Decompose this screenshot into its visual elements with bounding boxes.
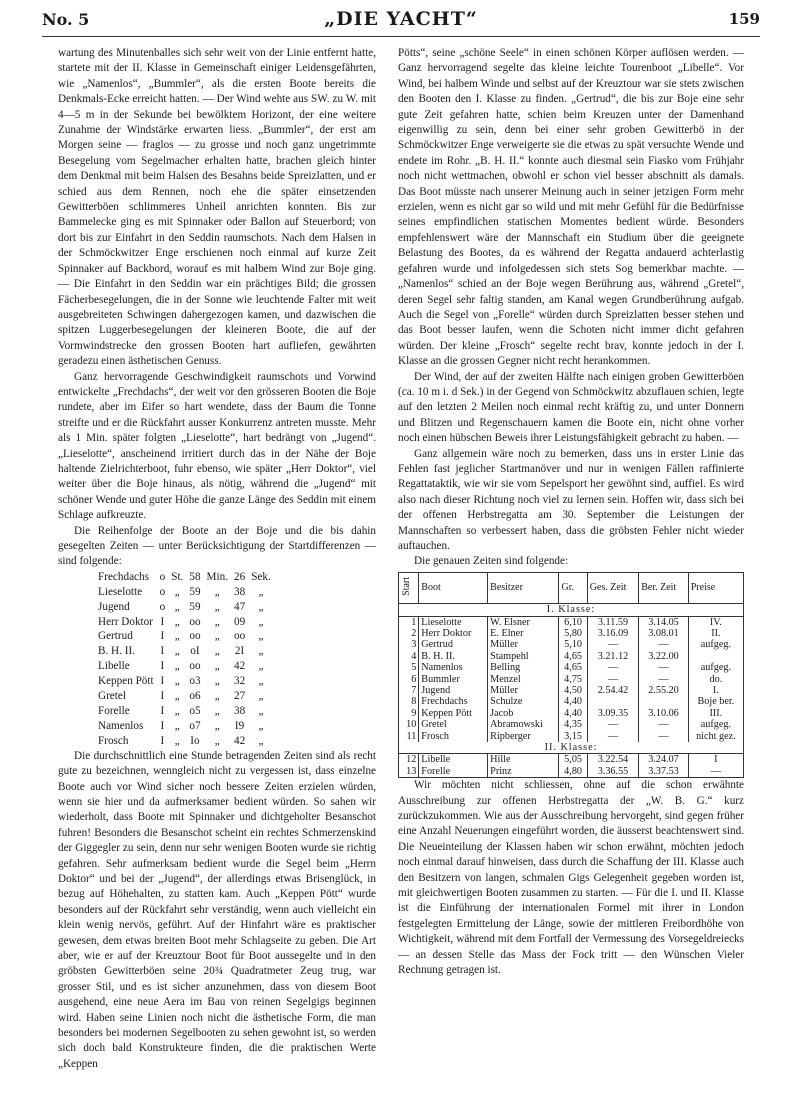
- time-row: [98, 704, 277, 719]
- results-cell: 13: [399, 766, 419, 778]
- results-cell: 2.54.42: [587, 685, 639, 696]
- time-row: [98, 570, 277, 585]
- time-row: [98, 600, 277, 615]
- results-cell: 4,40: [559, 696, 587, 707]
- time-row: [98, 719, 277, 734]
- results-cell: aufgeg.: [688, 639, 743, 650]
- results-cell: 3.10.06: [639, 708, 688, 719]
- time-cell: „: [214, 660, 220, 673]
- time-cell: „: [214, 585, 220, 598]
- time-cell: „: [174, 690, 180, 703]
- results-cell: —: [639, 719, 688, 730]
- results-cell: 8: [399, 696, 419, 707]
- results-row: [399, 719, 744, 730]
- time-cell: o7: [189, 719, 201, 732]
- time-cell: oo: [189, 630, 201, 643]
- results-cell: E. Elner: [488, 628, 559, 639]
- results-cell: Jacob: [488, 708, 559, 719]
- results-table: [398, 572, 744, 778]
- results-cell: 3.16.09: [587, 628, 639, 639]
- time-cell: Lieselotte: [98, 585, 143, 598]
- results-cell: Schulze: [488, 696, 559, 707]
- results-header: Preise: [688, 572, 743, 603]
- time-cell: 26: [234, 570, 246, 583]
- results-cell: 3.37.53: [639, 766, 688, 778]
- results-cell: 3.11.59: [587, 616, 639, 628]
- results-cell: B. H. II.: [419, 651, 488, 662]
- results-cell: 5,10: [559, 639, 587, 650]
- results-row: [399, 628, 744, 639]
- results-cell: Gertrud: [419, 639, 488, 650]
- time-cell: 42: [234, 660, 246, 673]
- results-cell: 3.22.00: [639, 651, 688, 662]
- time-cell: „: [174, 645, 180, 658]
- results-cell: 6,10: [559, 616, 587, 628]
- results-row: [399, 616, 744, 628]
- paragraph: Die Reihenfolge der Boote an der Boje und die bis dahin gesegelten Zeiten — unter Berücksichtigung der Startdifferenzen — sind folgende:: [58, 524, 376, 568]
- results-row: [399, 708, 744, 719]
- results-cell: 4: [399, 651, 419, 662]
- time-cell: „: [258, 734, 264, 747]
- results-cell: aufgeg.: [688, 662, 743, 673]
- paragraph: Der Wind, der auf der zweiten Hälfte nach einigen groben Gewitterböen (ca. 10 m i. d Sek.) in der Gegend von Schmöckwitz abzuflauen schien, legte auf den letzten 2 Meilen noch einmal recht kräftig zu, und unter Donnern und Blitzen und Regenschauern kamen die Boote ein, nicht ohne vorher noch einen hübschen Beweis ihrer Leistungsfähigkeit gebracht zu haben. —: [398, 370, 744, 445]
- results-cell: 4,80: [559, 766, 587, 778]
- results-row: [399, 639, 744, 650]
- time-cell: 2I: [234, 645, 245, 658]
- results-cell: Müller: [488, 685, 559, 696]
- time-row: [98, 629, 277, 644]
- time-cell: oo: [189, 660, 201, 673]
- results-row: [399, 754, 744, 766]
- time-cell: St.: [171, 570, 184, 583]
- paragraph: Pötts“, seine „schöne Seele“ in einen schönen Körper auflösen werden. — Ganz hervorragend segelte das kleine leichte Tourenboot „Libelle“. Vor Wind, bei halbem Winde und selbst auf der Kreuztour war sie stets zwischen den Booten den I. Klasse zu finden. „Gertrud“, die bis zur Boje eine sehr gute Zeit gefahren hatte, schien beim Kreuzen unter der Damenhand eigenwillig zu sein, denn bei einer sehr groben Gewitterbö in der Schmöckwitzer Enge verweigerte sie die etwas zu spät versuchte Wende und endete im Rohr. „B. H. II.“ konnte auch diesmal sein Fiasko vom Frühjahr noch nicht wettmachen, obwohl er schon viel besser abschnitt als damals. Das Boot müsste nach unserer Meinung auch in seiner jetzigen Form mehr erzielen, wenn es nicht gar so wild und mit mehr Gefühl für die Bedürfnisse seines empfindlichen statischen Momentes bedient würde. Besonders empfehlenswert wäre der Mannschaft ein Studium über die geeignete Belastung des Bootes, da es während der Regatta andauerd achterlastig gefahren wurde und infolgedessen sich stets Sog bemerkbar machte. — „Namenlos“ schied an der Boje wegen Berührung aus, während „Gretel“, deren Segel sehr faltig standen, am Kanal wegen Grundberührung aufgab. Auch die Segel von „Forelle“ würden durch Spreizlatten besser stehen und das Boot besser laufen, wenn die Schoten nicht immer dicht gefahren würden. Der kleine „Frosch“ segelte recht brav, konnte jedoch in der I. Klasse an die grossen Gegner nicht recht herankommen.: [398, 47, 744, 368]
- time-cell: „: [258, 600, 264, 613]
- results-cell: 5: [399, 662, 419, 673]
- time-cell: „: [258, 615, 264, 628]
- results-cell: 1: [399, 616, 419, 628]
- time-cell: I: [160, 719, 165, 732]
- page-header: [42, 6, 760, 40]
- results-cell: do.: [688, 674, 743, 685]
- results-cell: IV.: [688, 616, 743, 628]
- results-cell: 3,15: [559, 731, 587, 742]
- time-row: [98, 689, 277, 704]
- time-cell: 59: [189, 585, 201, 598]
- results-cell: Belling: [488, 662, 559, 673]
- results-cell: —: [587, 731, 639, 742]
- results-cell: 9: [399, 708, 419, 719]
- results-cell: 3.09.35: [587, 708, 639, 719]
- results-cell: aufgeg.: [688, 719, 743, 730]
- time-cell: „: [174, 734, 180, 747]
- results-cell: Herr Doktor: [419, 628, 488, 639]
- time-cell: „: [214, 645, 220, 658]
- results-row: [399, 766, 744, 778]
- results-cell: —: [639, 731, 688, 742]
- results-cell: —: [587, 719, 639, 730]
- results-cell: 3.08.01: [639, 628, 688, 639]
- results-cell: —: [688, 766, 743, 778]
- time-cell: „: [214, 630, 220, 643]
- class-label: II. Klasse:: [399, 742, 744, 754]
- results-header: Ges. Zeit: [587, 572, 639, 603]
- paragraph: Ganz allgemein wäre noch zu bemerken, dass uns in erster Linie das Fehlen fast jeglicher Startmanöver und nur in wenigen Fällen raffinierte Regattataktik, wie wir sie vom Sepelsport her gewöhnt sind, auffiel. Es wird also nach dieser Richtung noch viel zu lernen sein. Hoffen wir, dass sich bei der offenen Herbstregatta am 30. September die Leistungen der Mannschaften so verbessert haben, dass die gröbsten Fehler nicht wieder auftauchen.: [398, 447, 744, 552]
- time-cell: „: [174, 600, 180, 613]
- results-cell: 3.24.07: [639, 754, 688, 766]
- results-header: Start: [399, 572, 419, 603]
- results-cell: Hille: [488, 754, 559, 766]
- results-header: Ber. Zeit: [639, 572, 688, 603]
- results-cell: 4,75: [559, 674, 587, 685]
- time-cell: Frechdachs: [98, 570, 149, 583]
- results-cell: 3.21.12: [587, 651, 639, 662]
- paragraph: Die durchschnittlich eine Stunde betragenden Zeiten sind als recht gute zu bezeichnen, wenngleich nicht zu vergessen ist, dass einzelne Boote auch vor Wind sicher noch bessere Zeiten erzielen würden, wenn sie hier und da aufmerksamer bedient würden. So sahen wir wiederholt, dass Boote mit Spinnaker und dichtgeholter Besanschot fuhren! Besonders die Besanschot scheint ein rechtes Schmerzenskind der Giggegler zu sein, denn nur sehr wenigen Booten wurde sie richtig gefahren. Sehr aufmerksam bedient wurde die Segel beim „Herrn Doktor“ und bei der „Jugend“, der allerdings etwas Brisenglück, in bezug auf Höhehalten, zu statten kam. Auch „Keppen Pött“ wurde besonders auf der Rückfahrt sehr verständig, wenn auch vielleicht ein klein wenig nervös, geführt. Auf der Hinfahrt wäre es praktischer gewesen, dem etwas breiten Boot mehr Schlagseite zu geben. Die Art aber, wie er auf der Kreuztour Boot für Boot aussegelte und in den gröbsten Gewitterböen seine 20¾ Quadratmeter Zeug trug, war grosser Stil, und es ist sicher anzunehmen, dass von diesem Boot ausgehend, eine neue Aera im Bau von reinen Segelgigs beginnen wird. Haben seine Linien noch nicht die ästhetische Form, die man besonders bei modernen Segelbooten zu sehen gewohnt ist, so werden sich doch bald Konstrukteure finden, die die praktischen Werte „Keppen: [58, 749, 376, 1070]
- time-cell: Gertrud: [98, 630, 133, 643]
- results-cell: W. Elsner: [488, 616, 559, 628]
- results-header: Gr.: [559, 572, 587, 603]
- results-cell: —: [639, 639, 688, 650]
- results-cell: 3.14.05: [639, 616, 688, 628]
- time-row: [98, 659, 277, 674]
- results-cell: Libelle: [419, 754, 488, 766]
- time-cell: Keppen Pött: [98, 675, 154, 688]
- left-column: [58, 46, 376, 1072]
- results-row: [399, 674, 744, 685]
- results-cell: [587, 696, 639, 707]
- results-cell: Bummler: [419, 674, 488, 685]
- results-header: Boot: [419, 572, 488, 603]
- time-cell: „: [214, 690, 220, 703]
- page-number: 159: [728, 10, 760, 28]
- results-cell: [688, 651, 743, 662]
- time-row: [98, 674, 277, 689]
- results-cell: Namenlos: [419, 662, 488, 673]
- results-row: [399, 685, 744, 696]
- time-cell: „: [214, 719, 220, 732]
- results-cell: [639, 696, 688, 707]
- time-cell: „: [214, 734, 220, 747]
- time-cell: Min.: [206, 570, 228, 583]
- time-cell: 09: [234, 615, 246, 628]
- right-column: [398, 46, 744, 978]
- issue-number: No. 5: [42, 10, 90, 29]
- time-cell: 27: [234, 690, 246, 703]
- results-cell: Menzel: [488, 674, 559, 685]
- results-cell: 2: [399, 628, 419, 639]
- results-cell: Ripberger: [488, 731, 559, 742]
- time-cell: „: [174, 660, 180, 673]
- results-cell: 4,40: [559, 708, 587, 719]
- results-cell: 10: [399, 719, 419, 730]
- time-cell: o: [159, 570, 166, 583]
- class-row: [399, 604, 744, 616]
- results-cell: 6: [399, 674, 419, 685]
- results-header: Besitzer: [488, 572, 559, 603]
- boje-times-table: [98, 570, 277, 749]
- results-cell: 3.22.54: [587, 754, 639, 766]
- time-cell: „: [258, 645, 264, 658]
- results-cell: III.: [688, 708, 743, 719]
- results-cell: II.: [688, 628, 743, 639]
- results-row: [399, 696, 744, 707]
- time-cell: oo: [234, 630, 246, 643]
- results-cell: 11: [399, 731, 419, 742]
- time-cell: 58: [189, 570, 201, 583]
- time-cell: „: [214, 615, 220, 628]
- time-cell: „: [214, 704, 220, 717]
- results-cell: 12: [399, 754, 419, 766]
- time-cell: Namenlos: [98, 719, 144, 732]
- results-row: [399, 651, 744, 662]
- time-cell: „: [214, 600, 220, 613]
- time-cell: I: [160, 690, 165, 703]
- time-cell: I: [160, 645, 165, 658]
- time-cell: „: [258, 675, 264, 688]
- results-cell: nicht gez.: [688, 731, 743, 742]
- time-cell: Jugend: [98, 600, 130, 613]
- header-rule: [42, 36, 760, 37]
- results-row: [399, 662, 744, 673]
- results-cell: —: [587, 639, 639, 650]
- time-cell: I: [160, 630, 165, 643]
- time-cell: I: [160, 704, 165, 717]
- results-cell: Abramowski: [488, 719, 559, 730]
- time-cell: Io: [190, 734, 200, 747]
- paragraph: Ganz hervorragende Geschwindigkeit raumschots und Vorwind entwickelte „Frechdachs“, der weit vor den grösseren Booten die Boje rundete, aber im Eifer so hart wendete, dass der Baum die Tonne streifte und er die Rückfahrt ausser Konkurrenz antreten musste. Mehr als 1 Min. später folgten „Lieselotte“, hart bedrängt von „Jugend“. „Lieselotte“, anscheinend irritiert durch das in der Nähe der Boje haltende Zielrichterboot, fuhr ebenso, wie später „Herr Doktor“, viel weiter über die Boje hinaus, als nötig, während die „Jugend“ mit schöner Wende und guter Höhe die ganze Länge des Seddin mit einem Schlage aufkreuzte.: [58, 370, 376, 522]
- time-cell: I: [160, 675, 165, 688]
- time-cell: I9: [234, 719, 245, 732]
- results-cell: Keppen Pött: [419, 708, 488, 719]
- results-row: [399, 731, 744, 742]
- results-cell: —: [639, 674, 688, 685]
- time-cell: Gretel: [98, 690, 126, 703]
- time-cell: „: [174, 719, 180, 732]
- results-cell: Gretel: [419, 719, 488, 730]
- time-cell: „: [174, 675, 180, 688]
- time-cell: Herr Doktor: [98, 615, 153, 628]
- time-row: [98, 615, 277, 630]
- time-cell: o3: [189, 675, 201, 688]
- time-cell: oo: [189, 615, 201, 628]
- results-cell: Frechdachs: [419, 696, 488, 707]
- time-cell: 32: [234, 675, 246, 688]
- results-cell: Forelle: [419, 766, 488, 778]
- results-cell: —: [587, 674, 639, 685]
- results-cell: I: [688, 754, 743, 766]
- results-cell: Jugend: [419, 685, 488, 696]
- time-cell: „: [258, 704, 264, 717]
- results-cell: 7: [399, 685, 419, 696]
- time-cell: oI: [190, 645, 200, 658]
- time-cell: „: [258, 630, 264, 643]
- time-cell: Frosch: [98, 734, 129, 747]
- time-cell: Forelle: [98, 704, 130, 717]
- results-cell: 4,65: [559, 662, 587, 673]
- results-cell: 3: [399, 639, 419, 650]
- time-cell: 59: [189, 600, 201, 613]
- results-cell: Boje ber.: [688, 696, 743, 707]
- results-cell: —: [639, 662, 688, 673]
- time-cell: Libelle: [98, 660, 130, 673]
- time-cell: Sek.: [251, 570, 271, 583]
- results-cell: 4,65: [559, 651, 587, 662]
- class-label: I. Klasse:: [399, 604, 744, 616]
- results-cell: 5,80: [559, 628, 587, 639]
- paragraph: Die genauen Zeiten sind folgende:: [414, 555, 569, 568]
- time-cell: I: [160, 660, 165, 673]
- results-cell: 2.55.20: [639, 685, 688, 696]
- paragraph: wartung des Minutenballes sich sehr weit von der Linie entfernt hatte, startete mit der II. Klasse in Gemeinschaft einiger Leidensgefährten, wie „Namenlos“, „Bummler“, als die ersten Boote bereits die Denkmals-Ecke erreicht hatten. — Der Wind wehte aus SW. zu W. mit 4—5 m in der Sekunde bei bewölktem Horizont, der eine weitere Zunahme der Windstärke erwarten liess. „Bummler“, der erst am Morgen seine — fraglos — zu grosse und noch ganz ungetrimmte Besegelung vom Segelmacher erhalten hatte, brachen gleich hinter dem Denkmal mit beim Halsen des Besahns beide Spreizlatten, und er schied aus dem Rennen, noch ehe die später einsetzenden Gewitterböen schlimmeres Unheil anrichten konnten. Bis zur Bammelecke ging es mit Spinnaker oder Ballon auf Steuerbord; von dort bis zur Einfahrt in den Seddin raumschots. Nach dem Halsen in der Schmöckwitzer Enge erschienen noch einmal auf kurze Zeit Spinnaker auf Backbord, worauf es mit halbem Wind zur Boje ging. — Die Einfahrt in den Seddin war ein prächtiges Bild; die grossen Fächerbesegelungen, die in der Sonne wie leuchtende Falter mit weit ausgebreiteten Schwingen dahergezogen kamen, und dazwischen die spitzen Luggerbesegelungen der kleineren Boote, die auf der Vormwindstrecke den grossen Booten hart aufliefen, gewährten geradezu einen ästhetischen Genuss.: [58, 47, 376, 368]
- results-cell: 4,50: [559, 685, 587, 696]
- time-row: [98, 644, 277, 659]
- time-cell: 38: [234, 585, 246, 598]
- time-cell: o: [159, 600, 166, 613]
- time-cell: 38: [234, 704, 246, 717]
- results-cell: Lieselotte: [419, 616, 488, 628]
- time-cell: I: [160, 734, 165, 747]
- time-cell: „: [258, 585, 264, 598]
- results-cell: Frosch: [419, 731, 488, 742]
- results-cell: Prinz: [488, 766, 559, 778]
- time-cell: „: [258, 690, 264, 703]
- time-cell: 42: [234, 734, 246, 747]
- time-row: [98, 585, 277, 600]
- results-cell: Stampehl: [488, 651, 559, 662]
- results-cell: I.: [688, 685, 743, 696]
- time-cell: „: [174, 615, 180, 628]
- results-cell: —: [587, 662, 639, 673]
- time-cell: „: [174, 585, 180, 598]
- results-cell: Müller: [488, 639, 559, 650]
- results-cell: 4,35: [559, 719, 587, 730]
- time-cell: „: [258, 719, 264, 732]
- time-cell: 47: [234, 600, 246, 613]
- time-cell: „: [258, 660, 264, 673]
- results-cell: 3.36.55: [587, 766, 639, 778]
- time-cell: o6: [189, 690, 201, 703]
- class-row: [399, 742, 744, 754]
- journal-title: „DIE YACHT“: [324, 8, 478, 30]
- paragraph: Wir möchten nicht schliessen, ohne auf die schon erwähnte Ausschreibung zur offenen Herbstregatta der „W. B. G.“ kurz zurückzukommen. Wie aus der Ausschreibung hervorgeht, sind gegen früher eine Anzahl Neuerungen eingeführt worden, die äusserst beachtenswert sind. Die Neueinteilung der Klassen haben wir schon erwähnt, möchten jedoch noch einmal darauf hinweisen, dass durch die Schaffung der III. Klasse auch den Besitzern von langen, schmalen Gigs Gelegenheit gegeben worden ist, mit gleichwertigen Booten zusammen zu starten. — Für die I. und II. Klasse ist die Einführung der internationalen Formel mit ihrer in London festgelegten Ermittelung der Länge, sowie der mittleren Freibordhöhe von Wichtigkeit, während mit dem Fortfall der Vermessung des Vorsegeldreiecks — an dessen Stelle das Mass der Fock tritt — den Wünschen Vieler Rechnung getragen ist.: [398, 779, 744, 977]
- time-row: [98, 734, 277, 749]
- time-cell: I: [160, 615, 165, 628]
- results-cell: 5,05: [559, 754, 587, 766]
- time-cell: o: [159, 585, 166, 598]
- time-cell: „: [174, 704, 180, 717]
- time-cell: B. H. II.: [98, 645, 135, 658]
- time-cell: „: [174, 630, 180, 643]
- time-cell: „: [214, 675, 220, 688]
- time-cell: o5: [189, 704, 201, 717]
